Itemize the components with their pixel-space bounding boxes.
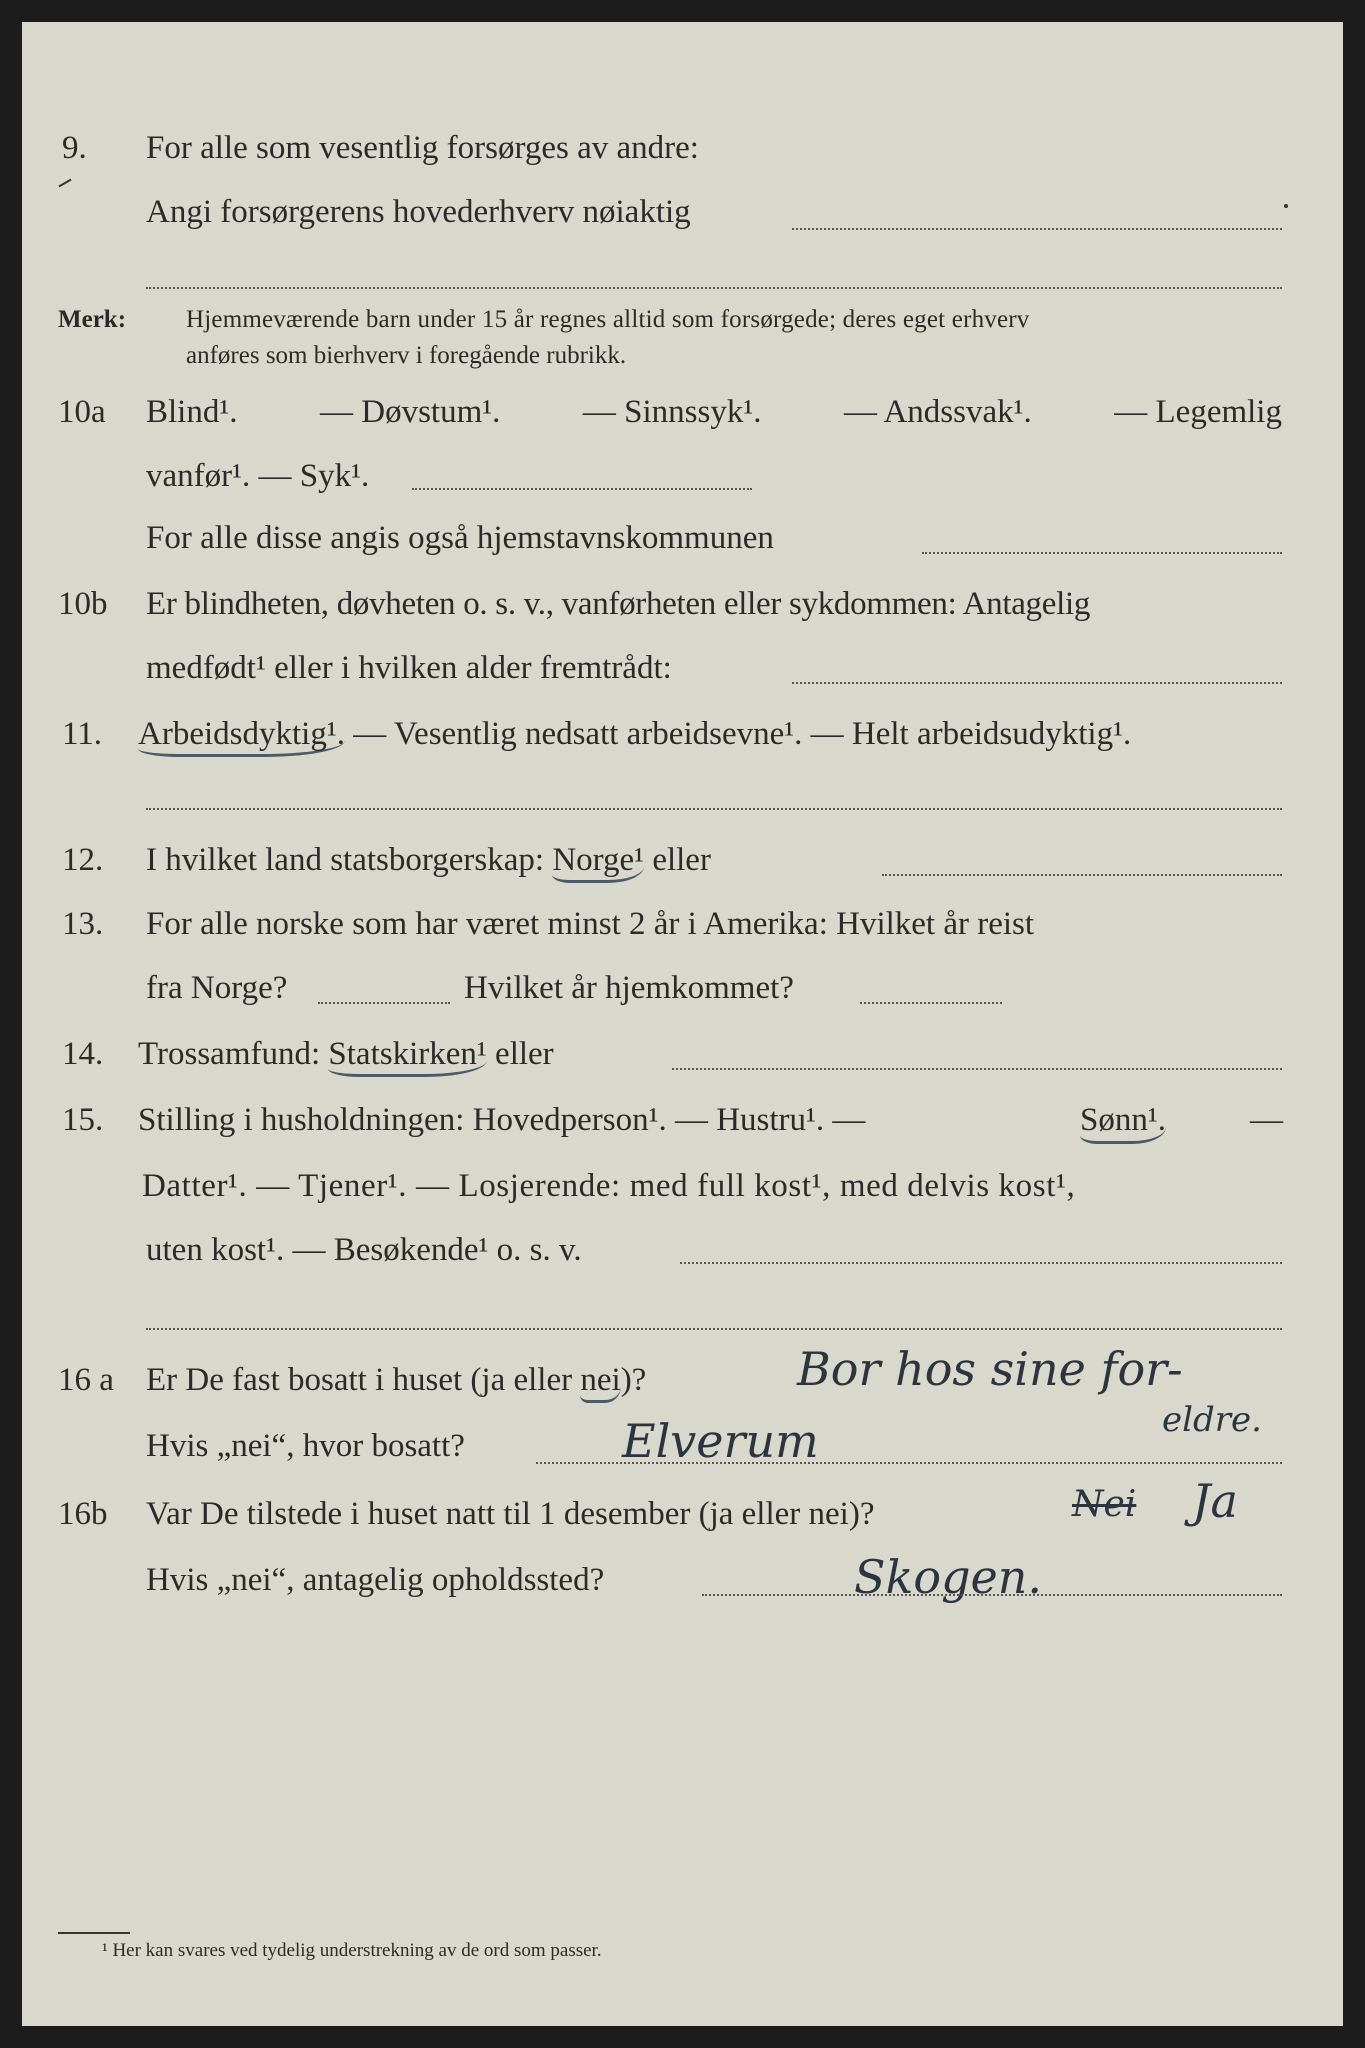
question-text: vanfør¹. — Syk¹. — [146, 458, 370, 494]
option-dovstum: — Døvstum¹. — [320, 394, 501, 430]
question-text — [146, 842, 711, 879]
underlined-answer: Arbeidsdyktig¹. — [138, 716, 345, 757]
census-form-page — [22, 22, 1343, 2026]
question-text: For alle norske som har været minst 2 år i Amerika: Hvilket år reist — [146, 906, 1035, 942]
option-legemlig: — Legemlig — [1114, 394, 1282, 430]
answer-line[interactable] — [146, 1328, 1282, 1330]
underlined-answer: Norge¹ — [552, 842, 644, 883]
handwritten-answer: Bor hos sine for- — [797, 1342, 1183, 1396]
note-label: Merk: — [58, 306, 127, 333]
question-text — [138, 1036, 554, 1073]
note-merk-line2 — [22, 342, 1343, 392]
question-text: Datter¹. — Tjener¹. — Losjerende: med full kost¹, med delvis kost¹, — [142, 1168, 1076, 1204]
handwritten-answer: Ja — [1192, 1474, 1238, 1528]
answer-line[interactable] — [860, 1002, 1002, 1004]
option-andssvak: — Andssvak¹. — [844, 394, 1032, 430]
question-15-line2 — [22, 1168, 1343, 1218]
question-suffix: eller — [495, 1036, 554, 1072]
handwritten-answer: Skogen. — [854, 1550, 1042, 1604]
question-text: Stilling i husholdningen: Hovedperson¹. — Hustru¹. — — [138, 1102, 866, 1138]
underlined-answer: Sønn¹. — [1080, 1102, 1166, 1144]
question-number: 13. — [62, 906, 104, 942]
question-15 — [22, 1102, 1343, 1152]
answer-line[interactable] — [702, 1594, 1282, 1596]
question-10a-line3 — [22, 520, 1343, 570]
option-blind: Blind¹. — [146, 394, 238, 430]
question-number: 12. — [62, 842, 104, 878]
question-number: 15. — [62, 1102, 104, 1138]
handwritten-answer: eldre. — [1162, 1400, 1262, 1440]
question-13 — [22, 906, 1343, 956]
question-text: — — [1250, 1102, 1283, 1138]
answer-line[interactable] — [792, 682, 1282, 684]
answer-line[interactable] — [412, 488, 752, 490]
question-suffix: )? — [620, 1362, 647, 1398]
question-number: 14. — [62, 1036, 104, 1072]
question-prompt: I hvilket land statsborgerskap: — [146, 842, 545, 878]
note-text: anføres som bierhverv i foregående rubrikk. — [186, 342, 627, 369]
question-9 — [22, 130, 1343, 180]
question-text: Hvis „nei“, hvor bosatt? — [146, 1428, 465, 1464]
question-text: fra Norge? — [146, 970, 288, 1006]
answer-line[interactable] — [922, 552, 1282, 554]
question-text: For alle disse angis også hjemstavnskommunen — [146, 520, 774, 556]
answer-line[interactable] — [680, 1262, 1282, 1264]
answer-line[interactable] — [882, 874, 1282, 876]
question-text: Hvis „nei“, antagelig opholdssted? — [146, 1562, 605, 1598]
question-number: 11. — [62, 716, 103, 752]
question-10a — [22, 394, 1343, 444]
question-number: 10b — [58, 586, 108, 622]
question-10b — [22, 586, 1343, 636]
question-text — [146, 1362, 646, 1399]
question-text: Var De tilstede i huset natt til 1 desember (ja eller nei)? — [146, 1496, 875, 1532]
question-text: uten kost¹. — Besøkende¹ o. s. v. — [146, 1232, 582, 1268]
question-number: 16b — [58, 1496, 108, 1532]
option-sinnssyk: — Sinnssyk¹. — [582, 394, 762, 430]
question-text: Angi forsørgerens hovederhverv nøiaktig — [146, 194, 691, 230]
question-text: Er blindheten, døvheten o. s. v., vanførheten eller sykdommen: Antagelig — [146, 586, 1091, 622]
question-number: 10a — [58, 394, 106, 430]
question-10a-line2 — [22, 458, 1343, 508]
question-9-line2 — [22, 194, 1343, 244]
question-text: Hvilket år hjemkommet? — [464, 970, 794, 1006]
answer-line[interactable] — [536, 1462, 1282, 1464]
underlined-answer: nei — [580, 1362, 620, 1403]
question-prompt: Trossamfund: — [138, 1036, 321, 1072]
footnote: ¹ Her kan svares ved tydelig understrekning av de ord som passer. — [102, 1940, 602, 1961]
question-16b-line2 — [22, 1562, 1343, 1612]
question-text: For alle som vesentlig forsørges av andre: — [146, 130, 699, 166]
question-10b-line2 — [22, 650, 1343, 700]
question-13-line2 — [22, 970, 1343, 1020]
answer-line[interactable] — [318, 1002, 450, 1004]
question-number: 16 a — [58, 1362, 114, 1398]
handwritten-struck-answer: Nei — [1072, 1484, 1137, 1525]
answer-line[interactable] — [672, 1068, 1282, 1070]
question-number: 9. — [62, 130, 87, 166]
question-14 — [22, 1036, 1343, 1086]
handwritten-answer: Elverum — [622, 1414, 819, 1468]
question-16b — [22, 1496, 1343, 1546]
footnote-rule — [58, 1932, 130, 1934]
note-text: Hjemmeværende barn under 15 år regnes alltid som forsørgede; deres eget erhverv — [186, 306, 1030, 333]
answer-line[interactable] — [146, 808, 1282, 810]
question-prompt: Er De fast bosatt i huset (ja eller — [146, 1362, 573, 1398]
question-text — [146, 394, 1282, 431]
underlined-answer: Statskirken¹ — [328, 1036, 486, 1077]
question-15-line3 — [22, 1232, 1343, 1282]
options-rest: — Vesentlig nedsatt arbeidsevne¹. — Helt arbeidsudyktig¹. — [353, 716, 1132, 752]
question-text: medfødt¹ eller i hvilken alder fremtrådt: — [146, 650, 672, 686]
question-text — [138, 716, 1131, 753]
question-12 — [22, 842, 1343, 892]
question-suffix: eller — [652, 842, 711, 878]
question-11 — [22, 716, 1343, 766]
answer-line[interactable] — [792, 228, 1282, 230]
answer-line[interactable] — [146, 287, 1282, 289]
